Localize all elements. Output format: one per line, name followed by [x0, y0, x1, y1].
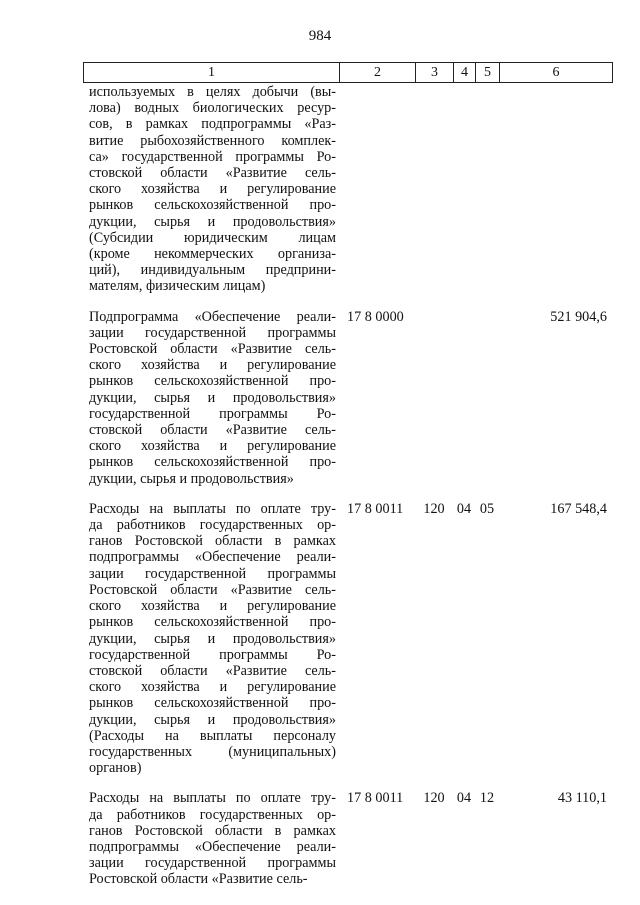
row-amount: 521 904,6 — [550, 308, 607, 325]
description-line: зации государственной программы — [89, 855, 336, 872]
row-section — [453, 84, 475, 295]
header-col-1: 1 — [84, 63, 340, 82]
row-subsection — [475, 84, 499, 295]
row-expense-type — [415, 84, 453, 295]
description-line: Расходы на выплаты по оплате тру- — [89, 500, 336, 517]
table-row — [83, 501, 611, 776]
description-line: (Расходы на выплаты персоналу — [89, 727, 336, 744]
table-header — [83, 62, 613, 83]
description-line: ганов Ростовской области в рамках — [89, 822, 336, 839]
description-line: рынков сельскохозяйственной про- — [89, 614, 336, 631]
row-amount — [499, 84, 611, 295]
description-line: подпрограммы «Обеспечение реали- — [89, 549, 336, 566]
description-line: рынков сельскохозяйственной про- — [89, 454, 336, 471]
row-description — [83, 309, 339, 487]
description-line: витие рыбохозяйственного комплек- — [89, 132, 336, 149]
description-line: Расходы на выплаты по оплате тру- — [89, 790, 336, 807]
row-target-code: 17 8 0011 — [347, 500, 404, 517]
row-description — [83, 790, 339, 887]
header-col-4: 4 — [454, 63, 476, 82]
row-expense-type: 120 — [423, 790, 445, 807]
description-line: мателям, физическим лицам) — [89, 278, 266, 295]
description-line: дукции, сырья и продовольствия» — [89, 711, 336, 728]
description-line: стовской области «Развитие сель- — [89, 662, 336, 679]
description-line: Ростовской области «Развитие сель- — [89, 871, 308, 888]
description-line: (кроме некоммерческих организа- — [89, 246, 336, 263]
row-expense-type: 120 — [423, 500, 445, 517]
description-line: стовской области «Развитие сель- — [89, 422, 336, 439]
description-line: да работников государственных ор- — [89, 517, 336, 534]
row-section — [453, 309, 475, 487]
description-line: органов) — [89, 760, 142, 777]
table-row — [83, 84, 611, 295]
row-target-code: 17 8 0000 — [347, 308, 404, 325]
description-line: рынков сельскохозяйственной про- — [89, 197, 336, 214]
table-body — [83, 84, 611, 888]
description-line: используемых в целях добычи (вы- — [89, 84, 336, 100]
description-line: ского хозяйства и регулирование — [89, 357, 336, 374]
description-line: зации государственной программы — [89, 324, 336, 341]
table-row — [83, 790, 611, 887]
description-line: ций), индивидуальным предприни- — [89, 262, 336, 279]
row-section: 04 — [456, 790, 472, 807]
description-line: (Субсидии юридическим лицам — [89, 229, 336, 246]
row-target-code — [339, 84, 415, 295]
description-line: Ростовской области «Развитие сель- — [89, 341, 336, 358]
description-line: рынков сельскохозяйственной про- — [89, 695, 336, 712]
description-line: зации государственной программы — [89, 565, 336, 582]
description-line: государственной программы Ро- — [89, 646, 336, 663]
description-line: ского хозяйства и регулирование — [89, 438, 336, 455]
description-line: рынков сельскохозяйственной про- — [89, 373, 336, 390]
description-line: сов, в рамках подпрограммы «Раз- — [89, 116, 336, 133]
table-row — [83, 309, 611, 487]
header-col-2: 2 — [340, 63, 416, 82]
row-description — [83, 84, 339, 295]
row-target-code: 17 8 0011 — [347, 790, 404, 807]
description-line: стовской области «Развитие сель- — [89, 165, 336, 182]
description-line: дукции, сырья и продовольствия» — [89, 630, 336, 647]
description-line: ского хозяйства и регулирование — [89, 679, 336, 696]
row-subsection — [475, 309, 499, 487]
row-description — [83, 501, 339, 776]
description-line: государственных (муниципальных) — [89, 743, 336, 760]
description-line: ского хозяйства и регулирование — [89, 598, 336, 615]
row-subsection: 05 — [479, 500, 495, 517]
description-line: дукции, сырья и продовольствия» — [89, 389, 336, 406]
header-col-5: 5 — [476, 63, 500, 82]
description-line: лова) водных биологических ресур- — [89, 100, 336, 117]
row-subsection: 12 — [479, 790, 495, 807]
description-line: дукции, сырья и продовольствия» — [89, 470, 294, 487]
description-line: подпрограммы «Обеспечение реали- — [89, 838, 336, 855]
description-line: да работников государственных ор- — [89, 806, 336, 823]
description-line: дукции, сырья и продовольствия» — [89, 213, 336, 230]
description-line: ганов Ростовской области в рамках — [89, 533, 336, 550]
description-line: Подпрограмма «Обеспечение реали- — [89, 308, 336, 325]
header-col-6: 6 — [552, 65, 560, 80]
row-amount: 167 548,4 — [550, 500, 607, 517]
description-line: Ростовской области «Развитие сель- — [89, 581, 336, 598]
header-col-3: 3 — [416, 63, 454, 82]
page-number: 984 — [308, 28, 332, 44]
row-section: 04 — [456, 500, 472, 517]
description-line: государственной программы Ро- — [89, 405, 336, 422]
description-line: ского хозяйства и регулирование — [89, 181, 336, 198]
description-line: са» государственной программы Ро- — [89, 148, 336, 165]
row-expense-type — [415, 309, 453, 487]
row-amount: 43 110,1 — [557, 790, 607, 807]
